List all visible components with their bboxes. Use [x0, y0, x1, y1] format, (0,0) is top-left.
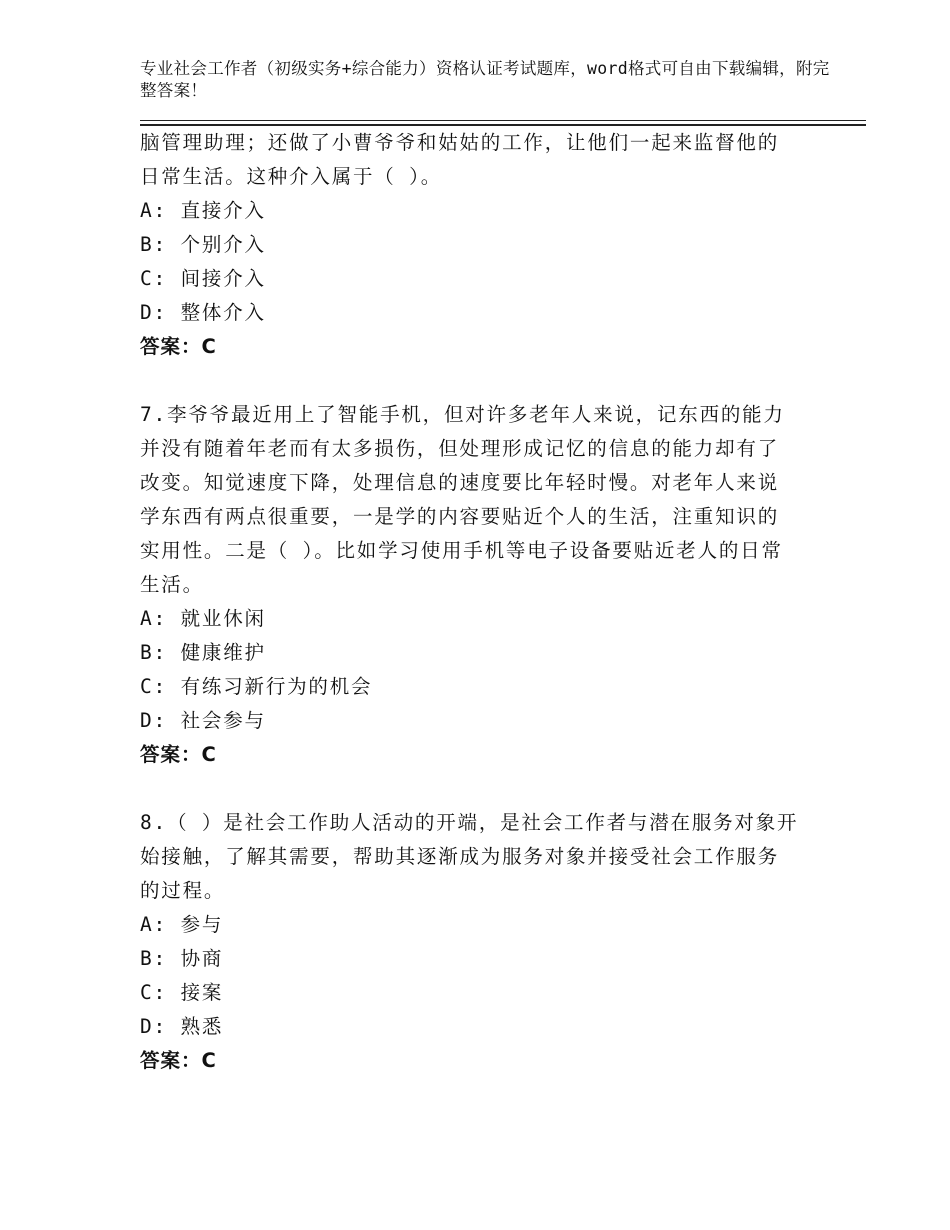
option-c: C: 接案 — [140, 981, 224, 1004]
question-stem-line: 的过程。 — [140, 879, 226, 902]
question-stem-line: 日常生活。这种介入属于（ ）。 — [140, 165, 442, 188]
answer-line: 答案：C — [140, 335, 217, 358]
question-stem-line: 并没有随着年老而有太多损伤，但处理形成记忆的信息的能力却有了 — [140, 437, 780, 460]
option-b: B: 个别介入 — [140, 233, 266, 256]
question-6-continued — [140, 126, 820, 364]
question-stem-line: 始接触，了解其需要，帮助其逐渐成为服务对象并接受社会工作服务 — [140, 845, 780, 868]
question-stem-line: 实用性。二是（ ）。比如学习使用手机等电子设备要贴近老人的日常 — [140, 539, 783, 562]
question-stem-line: 学东西有两点很重要，一是学的内容要贴近个人的生活，注重知识的 — [140, 505, 780, 528]
question-stem-line: 生活。 — [140, 573, 204, 596]
option-a: A: 直接介入 — [140, 199, 266, 222]
page-header: 专业社会工作者（初级实务+综合能力）资格认证考试题库，word格式可自由下载编辑，附完整答案！ — [140, 59, 830, 100]
question-content — [140, 126, 820, 1078]
question-stem-line: 7.李爷爷最近用上了智能手机，但对许多老年人来说，记东西的能力 — [140, 403, 785, 426]
option-c: C: 间接介入 — [140, 267, 266, 290]
question-stem-line: 8.（ ）是社会工作助人活动的开端，是社会工作者与潜在服务对象开 — [140, 811, 799, 834]
option-a: A: 参与 — [140, 913, 224, 936]
option-b: B: 健康维护 — [140, 641, 266, 664]
answer-line: 答案：C — [140, 1049, 217, 1072]
question-8 — [140, 806, 820, 1078]
question-stem-line: 脑管理助理；还做了小曹爷爷和姑姑的工作，让他们一起来监督他的 — [140, 131, 780, 154]
option-d: D: 熟悉 — [140, 1015, 224, 1038]
answer-line: 答案：C — [140, 743, 217, 766]
option-d: D: 整体介入 — [140, 301, 266, 324]
option-b: B: 协商 — [140, 947, 224, 970]
question-stem-line: 改变。知觉速度下降，处理信息的速度要比年轻时慢。对老年人来说 — [140, 471, 780, 494]
option-c: C: 有练习新行为的机会 — [140, 675, 373, 698]
question-7 — [140, 398, 820, 772]
header-rule — [140, 120, 866, 121]
option-a: A: 就业休闲 — [140, 607, 266, 630]
option-d: D: 社会参与 — [140, 709, 266, 732]
